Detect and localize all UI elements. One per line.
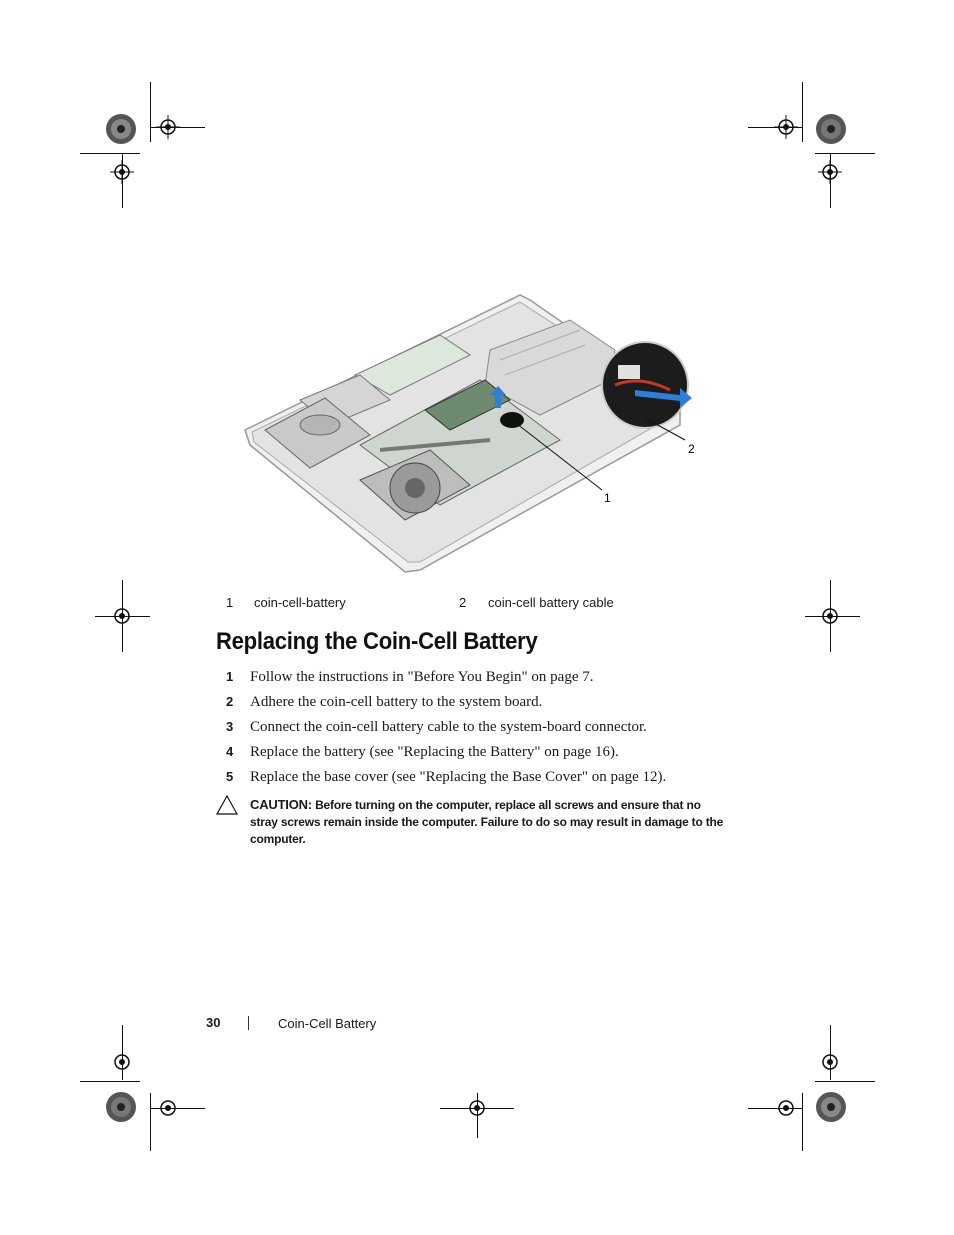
list-item [226, 693, 542, 711]
footer-section-title: Coin-Cell Battery [278, 1016, 377, 1031]
step-text: Replace the base cover (see "Replacing the Base Cover" on page 12). [250, 769, 667, 785]
registration-target-icon [814, 1090, 848, 1124]
crosshair-icon [156, 1096, 180, 1120]
step-number: 5 [226, 769, 234, 784]
page-number: 30 [206, 1015, 221, 1030]
crosshair-icon [110, 604, 134, 628]
legend-number: 1 [226, 595, 234, 610]
list-item [226, 743, 619, 761]
step-text: Replace the battery (see "Replacing the Battery" on page 16). [250, 744, 619, 760]
step-number: 1 [226, 669, 234, 684]
registration-target-icon [104, 1090, 138, 1124]
crosshair-icon [110, 160, 134, 184]
footer-divider [248, 1016, 249, 1030]
caution-label: CAUTION: [250, 797, 312, 812]
crosshair-icon [465, 1096, 489, 1120]
registration-target-icon [104, 112, 138, 146]
step-number: 2 [226, 694, 234, 709]
list-item [226, 718, 647, 736]
crosshair-icon [818, 1050, 842, 1074]
laptop-internals-illustration [240, 290, 700, 580]
callout-2: 2 [688, 442, 695, 456]
caution-body: Before turning on the computer, replace all screws and ensure that no stray screws remain inside the computer. Failure to do so may result in damage to the computer. [250, 798, 724, 846]
caution-triangle-icon [216, 795, 238, 815]
crosshair-icon [818, 604, 842, 628]
step-text: Connect the coin-cell battery cable to the system-board connector. [250, 719, 647, 735]
legend-number: 2 [459, 595, 467, 610]
crosshair-icon [156, 115, 180, 139]
legend-label: coin-cell-battery [254, 595, 346, 610]
caution-note [250, 796, 730, 848]
crosshair-icon [110, 1050, 134, 1074]
list-item [226, 768, 666, 786]
page-title: Replacing the Coin-Cell Battery [216, 628, 538, 655]
step-text: Follow the instructions in "Before You Begin" on page 7. [250, 669, 594, 685]
step-text: Adhere the coin-cell battery to the system board. [250, 694, 543, 710]
step-number: 3 [226, 719, 234, 734]
legend-label: coin-cell battery cable [488, 595, 614, 610]
crosshair-icon [774, 115, 798, 139]
registration-target-icon [814, 112, 848, 146]
callout-1: 1 [604, 491, 611, 505]
crosshair-icon [818, 160, 842, 184]
list-item [226, 668, 593, 686]
step-number: 4 [226, 744, 234, 759]
crosshair-icon [774, 1096, 798, 1120]
